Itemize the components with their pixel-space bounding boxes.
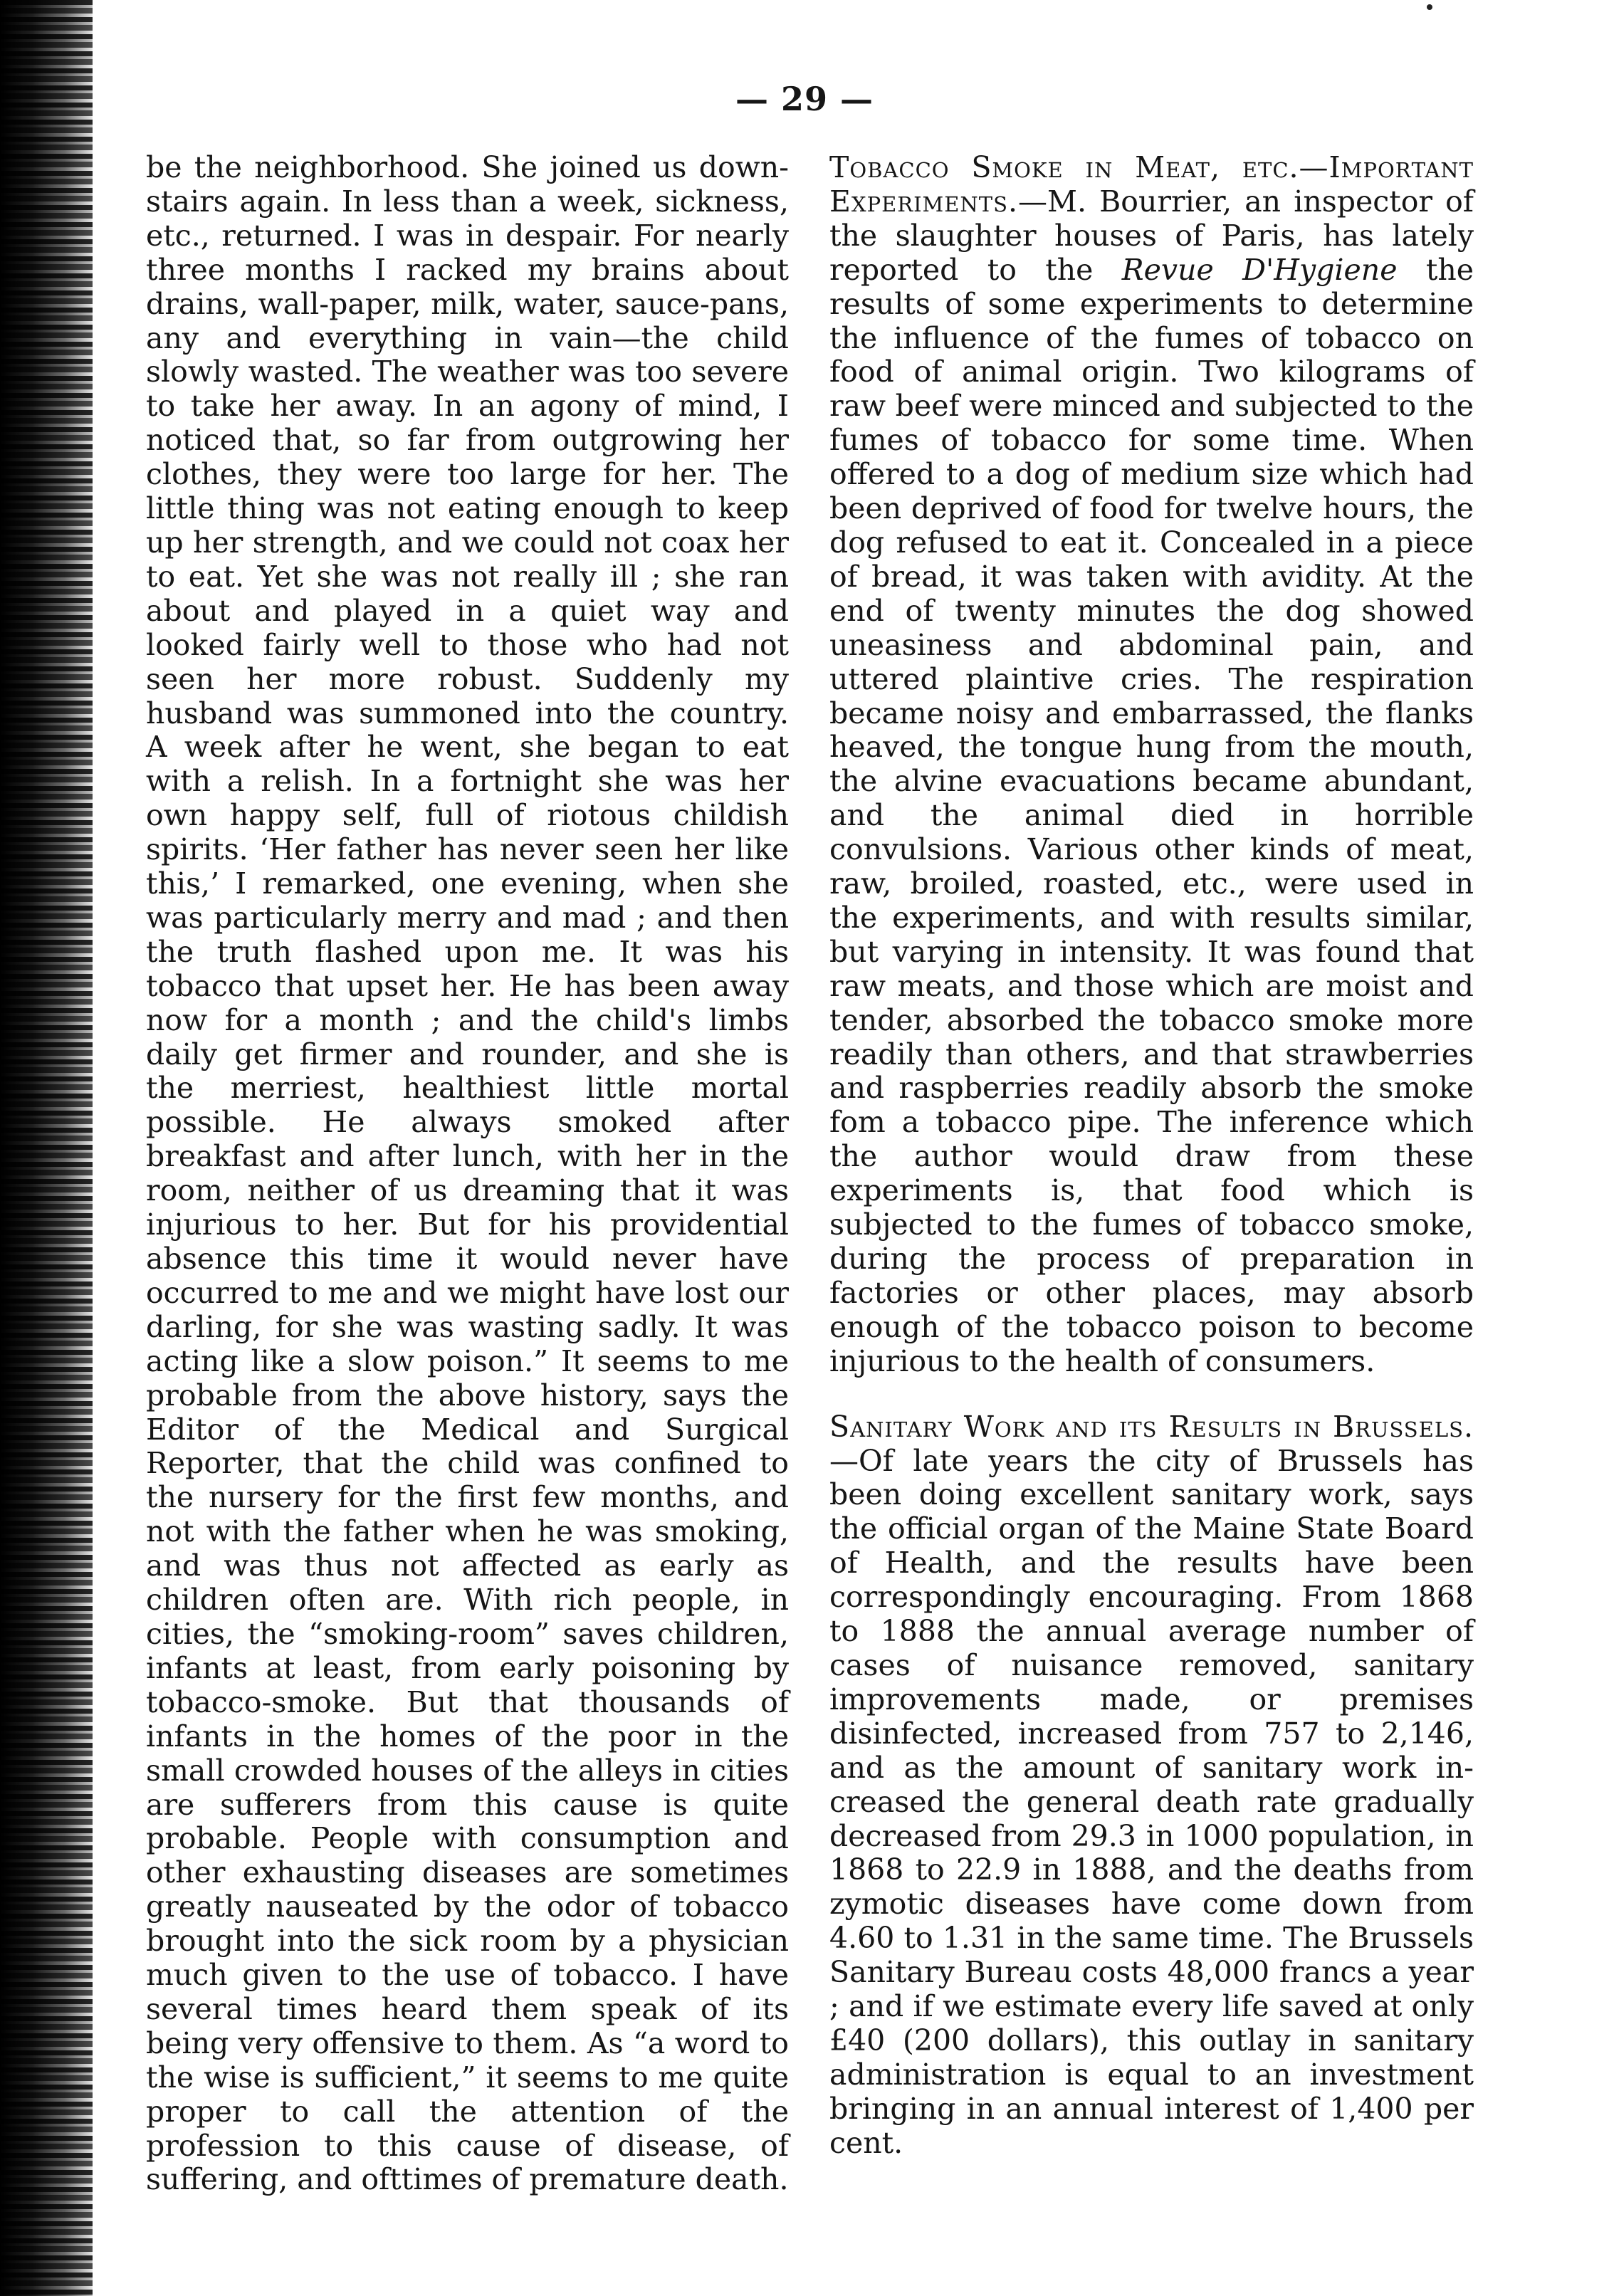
scanned-book-spine-edge xyxy=(0,0,93,2296)
article-body-sanitary: —Of late years the city of Brussels has been doing excellent sanitary work, says the official organ of the Maine State Board of Health, and the results have been correspondingly encouraging. From 1868 to 1888 the annual average number of cases of nuisance removed, sanitary improvements made, or premises disinfected, increased from 757 to 2,146, and as the amount of sanitary work increased the general death rate gradually decreased from 29.3 in 1000 population, in 1868 to 22.9 in 1888, and the deaths from zymotic diseases have come down from 4.60 to 1.31 in the same time. The Brussels Sanitary Bureau costs 48,000 francs a year ; and if we estimate every life saved at only £40 (200 dollars), this outlay in sanitary administration is equal to an investment bringing in an annual interest of 1,400 per cent. xyxy=(829,1443,1474,2160)
article-body-start: —M. Bourrier, an inspector of the slaughter houses of Paris, has lately reported to the xyxy=(829,184,1474,287)
scan-speck xyxy=(1427,4,1432,10)
article-tobacco-smoke-in-meat xyxy=(829,151,1474,1379)
page-number: — 29 — xyxy=(735,80,874,118)
article-body-rest: the results of some experiments to determine the influence of the fumes of tobacco on food of animal origin. Two kilograms of raw beef were minced and subjected to the fumes of tobacco for some time. When offered to a dog of medium size which had been deprived of food for twelve hours, the dog refused to eat it. Concealed in a piece of bread, it was taken with avidity. At the end of twenty minutes the dog showed uneasiness and abdominal pain, and uttered plaintive cries. The respiration became noisy and embarrassed, the flanks heaved, the tongue hung from the mouth, the alvine evacuations became abundant, and the animal died in horrible convulsions. Various other kinds of meat, raw, broiled, roasted, etc., were used in the experiments, and with results similar, but varying in intensity. It was found that raw meats, and those which are moist and tender, absorbed the tobacco smoke more readily than others, and that strawberries and raspberries readily absorb the smoke fom a tobacco pipe. The inference which the author would draw from these experiments is, that food which is subjected to the fumes of tobacco smoke, during the process of preparation in factories or other places, may absorb enough of the tobacco poison to become injurious to the health of consumers. xyxy=(829,252,1474,1378)
left-column xyxy=(146,151,789,2197)
left-column-paragraph: be the neighborhood. She joined us downstairs again. In less than a week, sickness, etc., returned. I was in despair. For nearly three months I racked my brains about drains, wall-paper, milk, water, sauce-pans, any and everything in vain—the child slowly wasted. The weather was too severe to take her away. In an agony of mind, I noticed that, so far from outgrowing her clothes, they were too large for her. The little thing was not eating enough to keep up her strength, and we could not coax her to eat. Yet she was not really ill ; she ran about and played in a quiet way and looked fairly well to those who had not seen her more robust. Suddenly my husband was summoned into the country. A week after he went, she began to eat with a relish. In a fortnight she was her own happy self, full of riotous childish spirits. ‘Her father has never seen her like this,’ I remarked, one evening, when she was particularly merry and mad ; and then the truth flashed upon me. It was his tobacco that upset her. He has been away now for a month ; and the child's limbs daily get firmer and rounder, and she is the merriest, healthiest little mortal possible. He always smoked after breakfast and after lunch, with her in the room, neither of us dreaming that it was injurious to her. But for his providential absence this time it would never have occurred to me and we might have lost our darling, for she was wasting sadly. It was acting like a slow poison.” It seems to me probable from the above history, says the Editor of the Medical and Surgical Reporter, that the child was confined to the nursery for the first few months, and not with the father when he was smoking, and was thus not affected as early as children often are. With rich people, in cities, the “smoking-room” saves children, infants at least, from early poisoning by tobacco-smoke. But that thousands of infants in the homes of the poor in the small crowded houses of the alleys in cities are sufferers from this cause is quite probable. People with consumption and other exhausting diseases are sometimes greatly nauseated by the odor of tobacco brought into the sick room by a physician much given to the use of tobacco. I have several times heard them speak of its being very offensive to them. As “a word to the wise is sufficient,” it seems to me quite proper to call the attention of the profession to this cause of disease, of suffering, and ofttimes of premature death. xyxy=(146,150,789,2197)
right-column xyxy=(829,151,1474,2161)
article-heading-sanitary-work: Sanitary Work and its Results in Brussels. xyxy=(829,1409,1474,1444)
journal-title: Revue D'Hygiene xyxy=(1121,252,1398,287)
article-sanitary-work-brussels xyxy=(829,1410,1474,2161)
article-heading-tobacco-smoke: Tobacco Smoke in Meat, etc.—Important Experiments. xyxy=(829,150,1474,219)
